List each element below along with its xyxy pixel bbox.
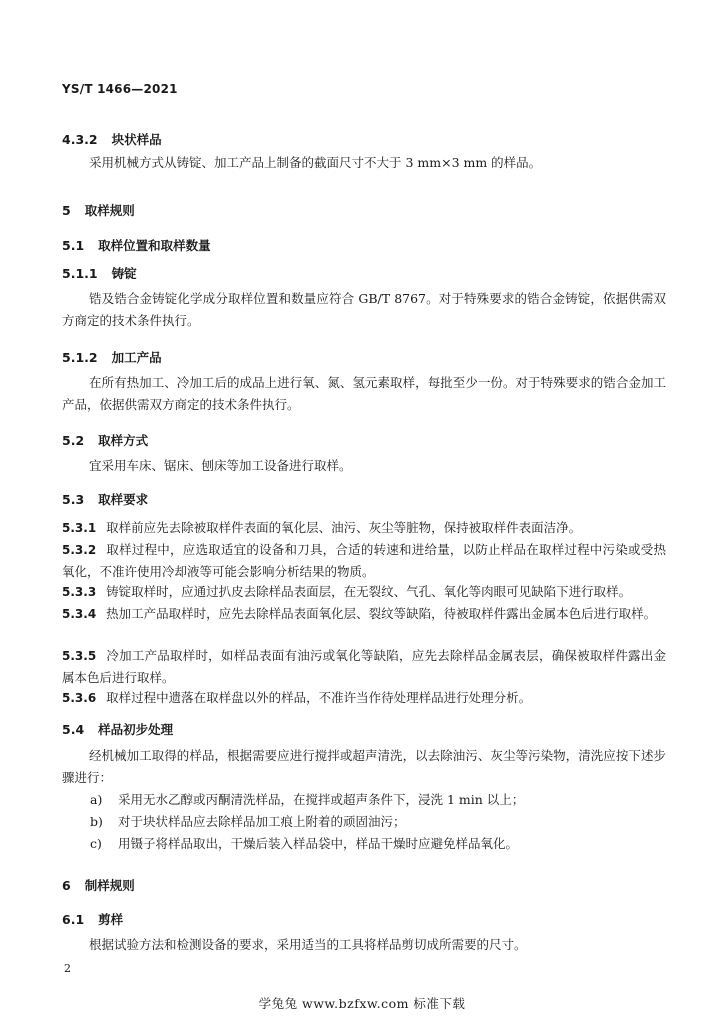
paragraph-5-1-2: 在所有热加工、冷加工后的成品上进行氧、氮、氢元素取样，每批至少一份。对于特殊要求的锆合金加工产品，依据供需双方商定的技术条件执行。 [62, 375, 666, 412]
section-title: 取样规则 [84, 203, 135, 218]
clause-number: 5.3.2 [62, 543, 97, 557]
section-number: 6 [62, 878, 71, 893]
list-item-a [90, 789, 660, 811]
list-item-b [90, 811, 660, 833]
clause-5-3-6 [62, 687, 666, 709]
section-number: 5.1.1 [62, 266, 98, 281]
section-heading-6 [62, 876, 135, 894]
section-heading-6-1 [62, 910, 123, 928]
section-title: 加工产品 [111, 350, 162, 365]
list-item-text: 对于块状样品应去除样品加工痕上附着的顽固油污； [118, 814, 406, 829]
clause-text: 取样过程中，应选取适宜的设备和刀具，合适的转速和进给量，以防止样品在取样过程中污染或受热氧化，不准许使用冷却液等可能会影响分析结果的物质。 [62, 542, 666, 579]
paragraph-5-2: 宜采用车床、锯床、刨床等加工设备进行取样。 [89, 458, 352, 473]
clause-number: 5.3.4 [62, 607, 97, 621]
section-heading-5-1-2 [62, 348, 162, 366]
section-title: 取样方式 [98, 433, 149, 448]
clause-number: 5.3.1 [62, 521, 97, 535]
section-number: 4.3.2 [62, 132, 98, 147]
section-number: 6.1 [62, 912, 85, 927]
clause-text: 取样前应先去除被取样件表面的氧化层、油污、灰尘等脏物，保持被取样件表面洁净。 [106, 520, 582, 535]
section-number: 5 [62, 203, 71, 218]
clause-number: 5.3.5 [62, 649, 97, 663]
section-title: 取样位置和取样数量 [98, 238, 211, 253]
section-number: 5.1.2 [62, 350, 98, 365]
list-marker: a) [90, 792, 103, 807]
section-title: 剪样 [98, 912, 124, 927]
clause-5-3-3 [62, 581, 666, 603]
section-title: 制样规则 [84, 878, 135, 893]
section-number: 5.4 [62, 722, 85, 737]
section-number: 5.1 [62, 238, 85, 253]
list-marker: c) [90, 836, 102, 851]
section-title: 铸锭 [111, 266, 137, 281]
list-item-text: 用镊子将样品取出，干燥后装入样品袋中，样品干燥时应避免样品氧化。 [118, 836, 519, 851]
clause-number: 5.3.3 [62, 585, 97, 599]
paragraph-5-4: 经机械加工取得的样品，根据需要应进行搅拌或超声清洗，以去除油污、灰尘等污染物，清洗应按下述步骤进行： [62, 748, 666, 785]
paragraph-4-3-2: 采用机械方式从铸锭、加工产品上制备的截面尺寸不大于 3 mm×3 mm 的样品。 [89, 155, 542, 170]
clause-text: 热加工产品取样时，应先去除样品表面氧化层、裂纹等缺陷，待被取样件露出金属本色后进行取样。 [106, 606, 657, 621]
list-item-c [90, 833, 660, 855]
paragraph-6-1: 根据试验方法和检测设备的要求，采用适当的工具将样品剪切成所需要的尺寸。 [89, 937, 527, 952]
section-heading-5-1 [62, 236, 211, 254]
list-item-text: 采用无水乙醇或丙酮清洗样品，在搅拌或超声条件下，浸洗 1 min 以上； [118, 792, 525, 807]
section-heading-5-1-1 [62, 264, 137, 282]
section-heading-4-3-2 [62, 130, 162, 148]
section-number: 5.3 [62, 492, 85, 507]
section-title: 样品初步处理 [98, 722, 174, 737]
clause-text: 取样过程中遗落在取样盘以外的样品，不准许当作待处理样品进行处理分析。 [106, 690, 532, 705]
clause-5-3-2 [62, 539, 666, 583]
standard-number-header: YS/T 1466—2021 [62, 82, 178, 96]
section-heading-5-4 [62, 720, 173, 738]
section-heading-5-2 [62, 431, 148, 449]
page-number: 2 [64, 962, 71, 975]
clause-5-3-1 [62, 517, 666, 539]
list-marker: b) [90, 814, 103, 829]
section-heading-5 [62, 201, 135, 219]
section-heading-5-3 [62, 490, 148, 508]
clause-5-3-5 [62, 645, 666, 689]
clause-5-3-4 [62, 603, 666, 625]
section-number: 5.2 [62, 433, 85, 448]
paragraph-5-1-1: 锆及锆合金铸锭化学成分取样位置和数量应符合 GB/T 8767。对于特殊要求的锆合金铸锭，依据供需双方商定的技术条件执行。 [62, 291, 666, 328]
watermark-footer: 学兔兔 www.bzfxw.com 标准下载 [258, 996, 466, 1011]
clause-text: 铸锭取样时，应通过扒皮去除样品表面层，在无裂纹、气孔、氧化等肉眼可见缺陷下进行取样。 [106, 584, 632, 599]
clause-number: 5.3.6 [62, 691, 97, 705]
section-title: 取样要求 [98, 492, 149, 507]
clause-text: 冷加工产品取样时，如样品表面有油污或氧化等缺陷，应先去除样品金属表层，确保被取样件露出金属本色后进行取样。 [62, 648, 666, 685]
section-title: 块状样品 [111, 132, 162, 147]
